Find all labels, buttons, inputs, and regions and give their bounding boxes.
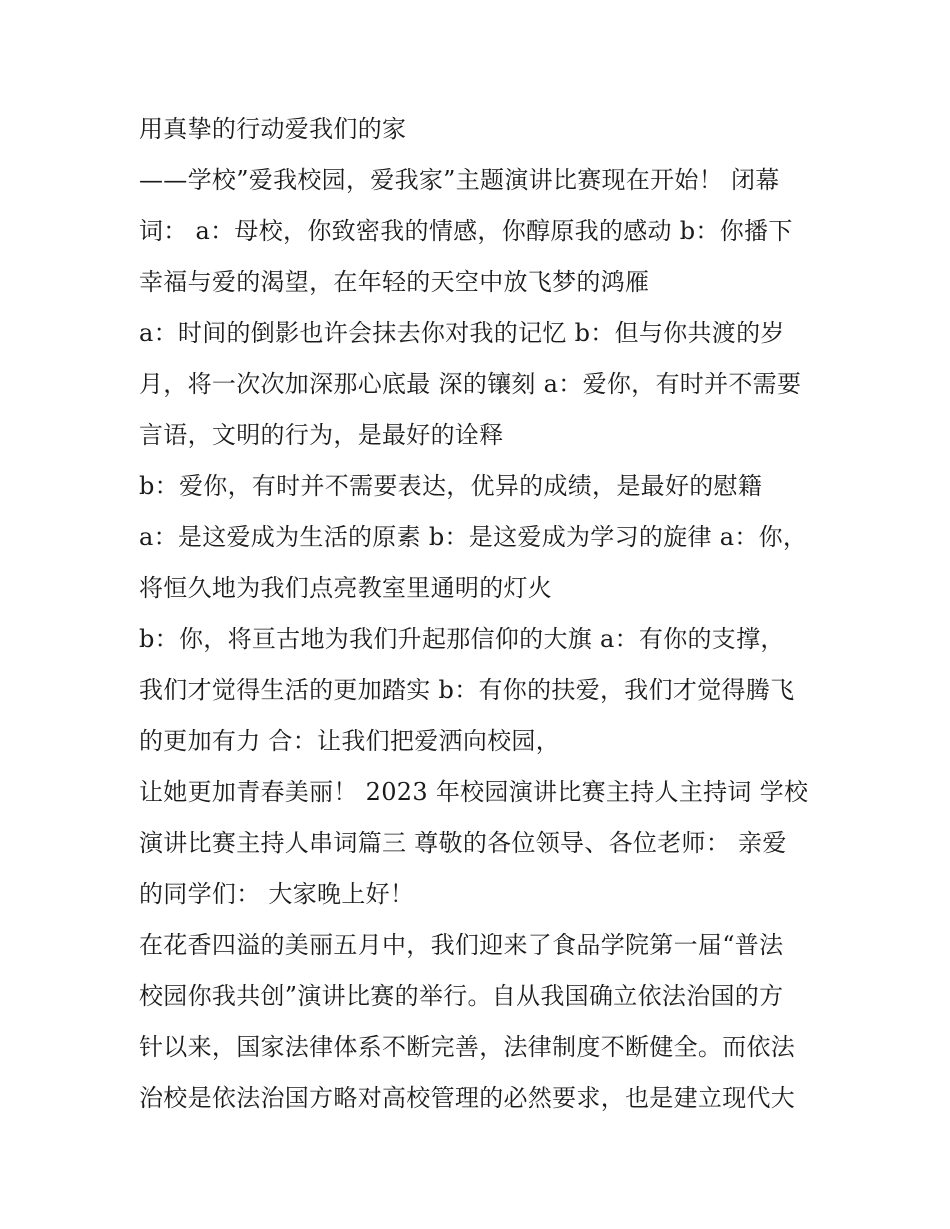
text-line: 针以来，国家法律体系不断完善，法律制度不断健全。而依法 — [139, 1033, 796, 1061]
text-line: 月，将一次次加深那心底最 深的镶刻 a：爱你，有时并不需要 — [139, 370, 802, 398]
text-line: a：是这爱成为生活的原素 b：是这爱成为学习的旋律 a：你， — [139, 523, 808, 551]
text-line: b：你，将亘古地为我们升起那信仰的大旗 a：有你的支撑， — [139, 625, 785, 653]
text-line: 的更加有力 合：让我们把爱洒向校园， — [139, 727, 561, 755]
text-line: 校园你我共创”演讲比赛的举行。自从我国确立依法治国的方 — [139, 982, 784, 1010]
text-line: 让她更加青春美丽！ 2023 年校园演讲比赛主持人主持词 学校 — [139, 778, 809, 806]
text-line: 演讲比赛主持人串词篇三 尊敬的各位领导、各位老师： 亲爱 — [139, 829, 787, 857]
text-line: ——学校”爱我校园，爱我家”主题演讲比赛现在开始！ 闭幕 — [139, 166, 780, 194]
text-line: 的同学们： 大家晚上好！ — [139, 880, 415, 908]
text-line: 词： a：母校，你致密我的情感，你醇原我的感动 b：你播下 — [139, 217, 793, 245]
text-line: 治校是依法治国方略对高校管理的必然要求，也是建立现代大 — [139, 1084, 796, 1112]
text-line: b：爱你，有时并不需要表达，优异的成绩，是最好的慰籍 — [139, 472, 763, 500]
text-line: 将恒久地为我们点亮教室里通明的灯火 — [139, 574, 553, 602]
text-line: 幸福与爱的渴望，在年轻的天空中放飞梦的鸿雁 — [139, 268, 650, 296]
text-line: 我们才觉得生活的更加踏实 b：有你的扶爱，我们才觉得腾飞 — [139, 676, 795, 704]
text-line: 言语，文明的行为，是最好的诠释 — [139, 421, 504, 449]
text-line: a：时间的倒影也许会抹去你对我的记忆 b：但与你共渡的岁 — [139, 319, 785, 347]
text-line: 用真挚的行动爱我们的家 — [139, 115, 407, 143]
text-line: 在花香四溢的美丽五月中，我们迎来了食品学院第一届“普法 — [139, 931, 784, 959]
